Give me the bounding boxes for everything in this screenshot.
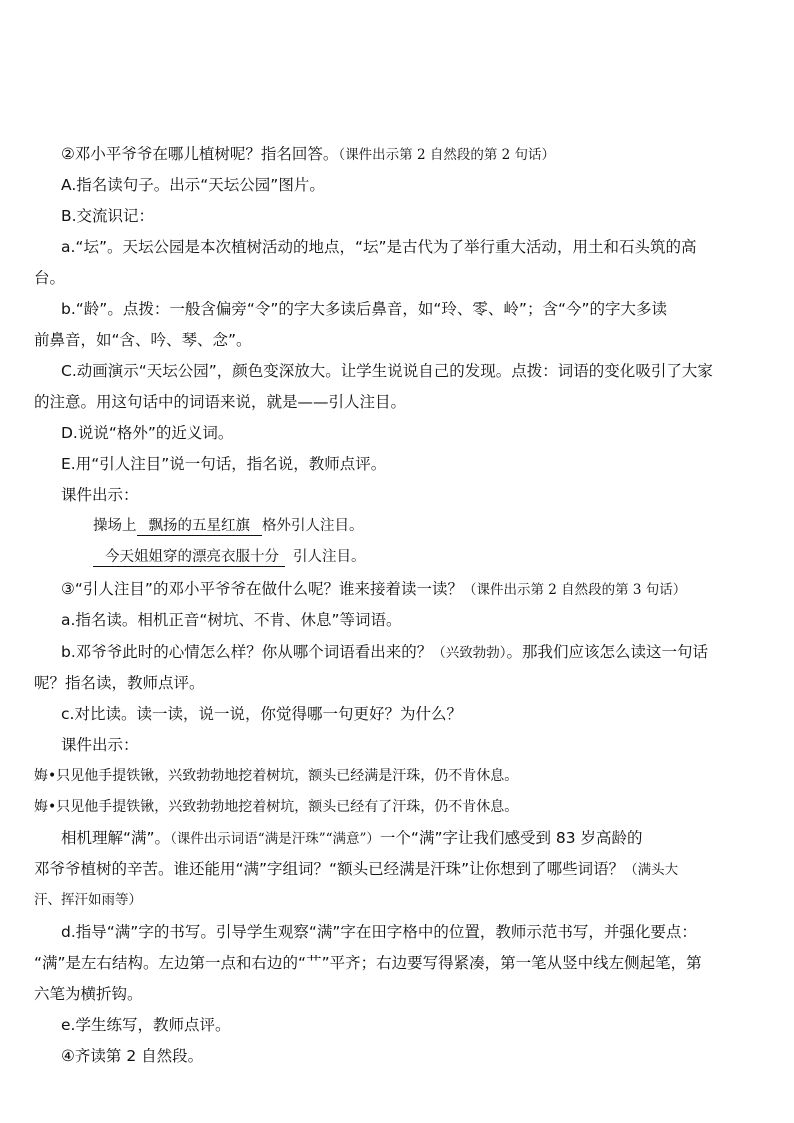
paragraph-line: 前鼻音，如“含、吟、琴、念”。 — [34, 331, 252, 349]
fill-blank: 飘扬的五星红旗 — [137, 517, 263, 536]
example-suffix: 格外引人注目。 — [262, 518, 364, 534]
example-sentence-2 — [93, 546, 366, 568]
courseware-note: （课件出示词语“满是汗珠”“满意”） — [170, 831, 380, 847]
paragraph-line: 台。 — [34, 269, 66, 287]
paragraph-line: b.“龄”。点拨：一般含偏旁“令”的字大多读后鼻音，如“玲、零、岭”；含“今”的字大多读 — [61, 300, 668, 318]
paragraph-line: 六笔为横折钩。 — [34, 985, 143, 1003]
courseware-note: （课件出示第 2 自然段的第 2 句话） — [338, 147, 555, 163]
comparison-sentence-1: 娒•只见他手提铁锹，兴致勃勃地挖着树坑，额头已经满是汗珠，仍不肯休息。 — [34, 768, 519, 784]
inline-note: （兴致勃勃） — [432, 645, 507, 661]
paragraph-line — [61, 827, 643, 850]
paragraph-line: A.指名读句子。出示“天坛公园”图片。 — [61, 176, 325, 194]
example-sentence-1 — [93, 515, 364, 537]
courseware-note: （课件出示第 2 自然段的第 3 句话） — [462, 582, 687, 598]
line-text: 。那我们应该怎么读这一句话 — [506, 643, 709, 661]
line-text: 相机理解“满”。 — [61, 829, 171, 847]
example-prefix: 操场上 — [93, 518, 137, 534]
paragraph-line: 课件出示： — [61, 486, 139, 504]
paragraph-line: ④齐读第 2 自然段。 — [61, 1047, 204, 1065]
line-text: ②邓小平爷爷在哪儿植树呢？指名回答。 — [61, 145, 339, 163]
paragraph-line — [61, 641, 708, 664]
line-text: 邓爷爷植树的辛苦。谁还能用“满”字组词？“额头已经满是汗珠”让你想到了哪些词语？ — [34, 860, 625, 878]
line-text: b.邓爷爷此时的心情怎么样？你从哪个词语看出来的？ — [61, 643, 433, 661]
paragraph-line: “满”是左右结构。左边第一点和右边的“艹”平齐；右边要写得紧凑，第一笔从竖中线左侧起笔，第 — [34, 954, 702, 972]
paragraph-line — [61, 143, 555, 166]
paragraph-line: e.学生练写，教师点评。 — [61, 1016, 231, 1034]
paragraph-line: E.用“引人注目”说一句话，指名说，教师点评。 — [61, 455, 387, 473]
paragraph-line — [34, 858, 678, 881]
fill-blank: 今天姐姐穿的漂亮衣服十分 — [93, 548, 285, 567]
paragraph-line: c.对比读。读一读，说一说，你觉得哪一句更好？为什么？ — [61, 705, 462, 723]
paragraph-line: 课件出示： — [61, 736, 139, 754]
paragraph-line: 呢？指名读，教师点评。 — [34, 674, 205, 692]
paragraph-line: a.“坛”。天坛公园是本次植树活动的地点，“坛”是古代为了举行重大活动，用土和石头筑的高 — [61, 238, 697, 256]
example-suffix: 引人注目。 — [293, 549, 366, 565]
inline-note: （满头大 — [624, 862, 679, 878]
paragraph-line: d.指导“满”字的书写。引导学生观察“满”字在田字格中的位置，教师示范书写，并强化要点： — [61, 923, 697, 941]
paragraph-line — [61, 578, 686, 601]
paragraph-line: a.指名读。相机正音“树坑、不肯、休息”等词语。 — [61, 611, 402, 629]
line-text: ③“引人注目”的邓小平爷爷在做什么呢？谁来接着读一读？ — [61, 580, 463, 598]
comparison-sentence-2: 娒•只见他手提铁锹，兴致勃勃地挖着树坑，额头已经有了汗珠，仍不肯休息。 — [34, 799, 519, 815]
paragraph-line: B.交流识记： — [61, 207, 155, 225]
line-text: 一个“满”字让我们感受到 83 岁高龄的 — [379, 829, 643, 847]
paragraph-line: 的注意。用这句话中的词语来说，就是——引人注目。 — [34, 393, 407, 411]
paragraph-line: D.说说“格外”的近义词。 — [61, 424, 234, 442]
paragraph-line: C.动画演示“天坛公园”，颜色变深放大。让学生说说自己的发现。点拨：词语的变化吸引了大家 — [61, 362, 713, 380]
paragraph-line: 汗、挥汗如雨等） — [34, 892, 142, 908]
